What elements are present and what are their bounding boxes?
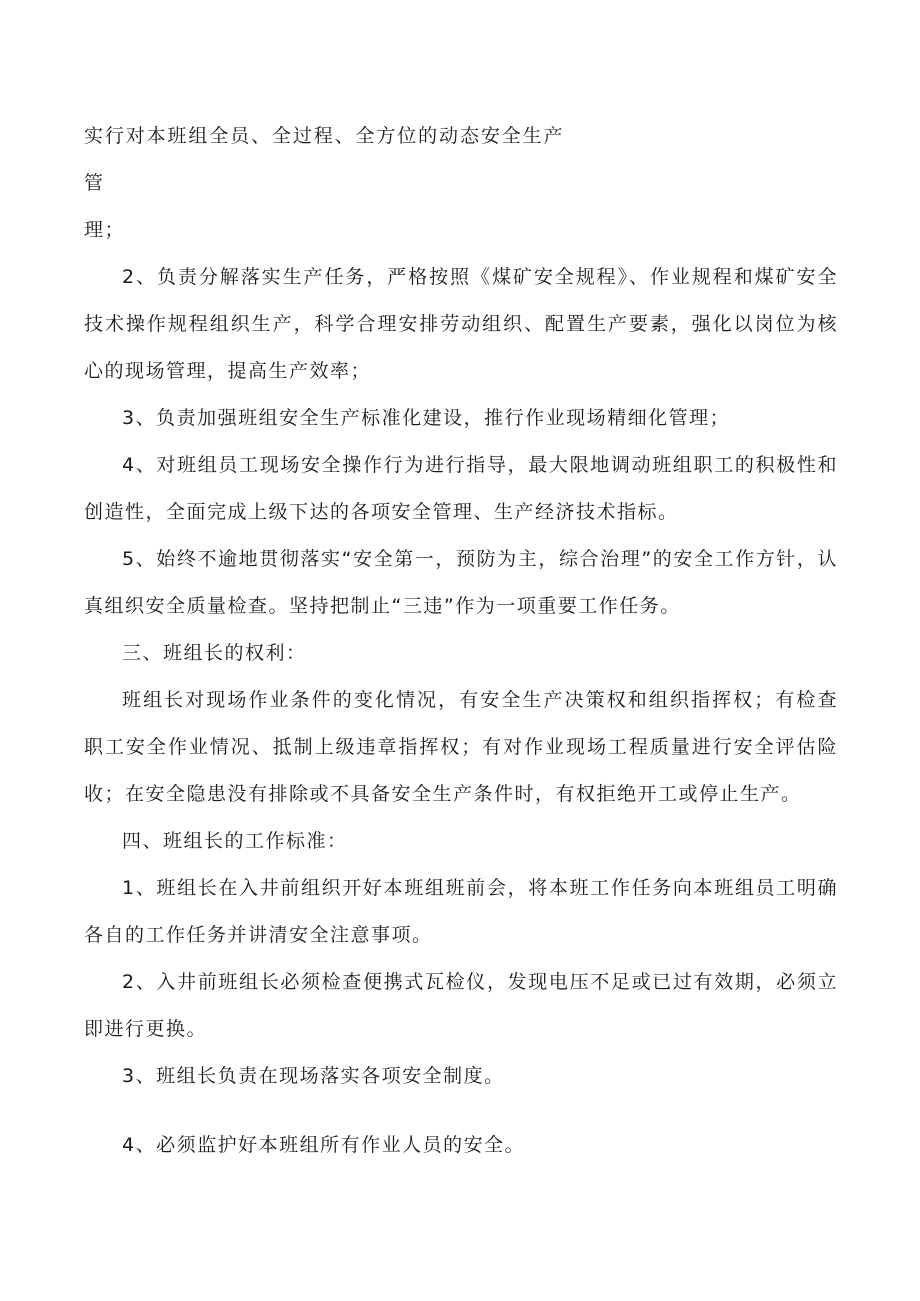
document-body	[84, 113, 838, 1169]
paragraph-standard-4: 4、必须监护好本班组所有作业人员的安全。	[122, 1134, 526, 1156]
paragraph-continuation-end: 理；	[84, 219, 126, 241]
paragraph-item-4: 4、对班组员工现场安全操作行为进行指导，最大限地调动班组职工的积极性和创造性，全面完成上级下达的各项安全管理、生产经济技术指标。	[84, 454, 838, 523]
paragraph-item-5: 5、始终不逾地贯彻落实“安全第一，预防为主，综合治理”的安全工作方针，认真组织安全质量检查。坚持把制止“三违”作为一项重要工作任务。	[84, 548, 838, 617]
paragraph-standard-2: 2、入井前班组长必须检查便携式瓦检仪，发现电压不足或已过有效期，必须立即进行更换。	[84, 971, 838, 1040]
paragraph-item-2: 2、负责分解落实生产任务，严格按照《煤矿安全规程》、作业规程和煤矿安全技术操作规程组织生产，科学合理安排劳动组织、配置生产要素，强化以岗位为核心的现场管理，提高生产效率；	[84, 266, 838, 382]
paragraph-standard-1: 1、班组长在入井前组织开好本班组班前会，将本班工作任务向本班组员工明确各自的工作任务并讲清安全注意事项。	[84, 877, 838, 946]
paragraph-standard-3: 3、班组长负责在现场落实各项安全制度。	[122, 1065, 505, 1087]
section-heading-standards: 四、班组长的工作标准：	[122, 830, 348, 852]
paragraph-rights: 班组长对现场作业条件的变化情况，有安全生产决策权和组织指挥权；有检查职工安全作业情况、抵制上级违章指挥权；有对作业现场工程质量进行安全评估险收；在安全隐患没有排除或不具备安全生产条件时，有权拒绝开工或停止生产。	[84, 689, 838, 805]
paragraph-item-3: 3、负责加强班组安全生产标准化建设，推行作业现场精细化管理；	[122, 407, 731, 429]
paragraph-continuation: 实行对本班组全员、全过程、全方位的动态安全生产管	[84, 125, 564, 194]
section-heading-rights: 三、班组长的权利：	[122, 642, 307, 664]
